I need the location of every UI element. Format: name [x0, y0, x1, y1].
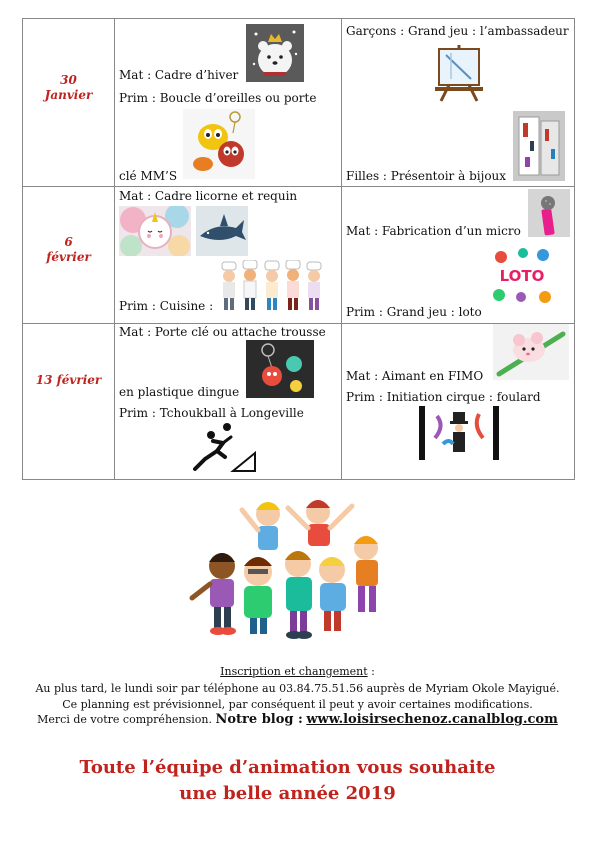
prim-activity: Prim : Boucle d’oreilles ou porte	[119, 91, 317, 105]
prim-activity-continued: clé MM’S	[119, 169, 178, 183]
magician-image	[417, 404, 501, 462]
tchoukball-icon	[187, 421, 257, 475]
blog-label: Notre blog :	[215, 712, 303, 727]
date-month: Janvier	[44, 88, 93, 102]
mat-activity-right: Mat : Aimant en FIMO	[346, 369, 484, 383]
shark-frame-image	[196, 206, 248, 256]
easel-image	[431, 43, 487, 105]
registration-deadline: Au plus tard, le lundi soir par téléphone au 03.84.75.51.56 auprès de Myriam Okole Mayigué.	[35, 682, 560, 695]
date-month: février	[46, 250, 91, 264]
jewelry-display-image	[513, 111, 565, 181]
thanks-text: Merci de votre compréhension.	[37, 713, 212, 726]
registration-heading	[0, 664, 595, 679]
mms-keychain-image	[183, 109, 255, 179]
kids-cooking-image	[219, 260, 327, 316]
table-divider	[341, 19, 342, 479]
kids-group-illustration	[170, 490, 410, 640]
thanks-and-blog	[0, 712, 595, 727]
registration-heading-colon: :	[367, 665, 375, 678]
new-year-wish-line1: Toute l’équipe d’animation vous souhaite	[79, 757, 496, 778]
mat-activity-right: Mat : Fabrication d’un micro	[346, 224, 521, 238]
planning-disclaimer: Ce planning est prévisionnel, par conséquent il peut y avoir certaines modifications.	[62, 698, 533, 711]
prim-activity-right: Prim : Initiation cirque : foulard	[346, 390, 541, 404]
registration-heading-label: Inscription et changement	[220, 665, 368, 678]
mat-activity: Mat : Cadre d’hiver	[119, 68, 239, 82]
mat-activity: Mat : Cadre licorne et requin	[119, 189, 298, 203]
keychain-image	[246, 340, 314, 398]
filles-activity: Filles : Présentoir à bijoux	[346, 169, 507, 183]
unicorn-frame-image	[119, 206, 191, 256]
prim-activity-right: Prim : Grand jeu : loto	[346, 305, 482, 319]
prim-activity: Prim : Tchoukball à Longeville	[119, 406, 304, 420]
fimo-magnet-image	[493, 324, 569, 380]
date-30-janvier	[23, 73, 114, 103]
date-day: 6	[64, 235, 73, 249]
table-divider	[114, 19, 115, 479]
date-6-fevrier	[23, 235, 114, 265]
mat-activity-continued: en plastique dingue	[119, 385, 240, 399]
microphone-image	[528, 189, 570, 237]
loto-word: LOTO	[499, 267, 545, 285]
planning-table	[22, 18, 575, 480]
garcons-activity: Garçons : Grand jeu : l’ambassadeur	[346, 24, 569, 38]
table-divider	[23, 186, 574, 187]
prim-activity: Prim : Cuisine :	[119, 299, 214, 313]
mat-activity: Mat : Porte clé ou attache trousse	[119, 325, 326, 339]
date-13-fevrier: 13 février	[35, 373, 102, 387]
winter-frame-image	[246, 24, 304, 82]
new-year-wish-line2: une belle année 2019	[179, 783, 396, 804]
blog-link[interactable]: www.loisirsechenoz.canalblog.com	[306, 712, 558, 727]
loto-image	[491, 245, 553, 307]
date-day: 30	[60, 73, 77, 87]
table-divider	[23, 323, 574, 324]
